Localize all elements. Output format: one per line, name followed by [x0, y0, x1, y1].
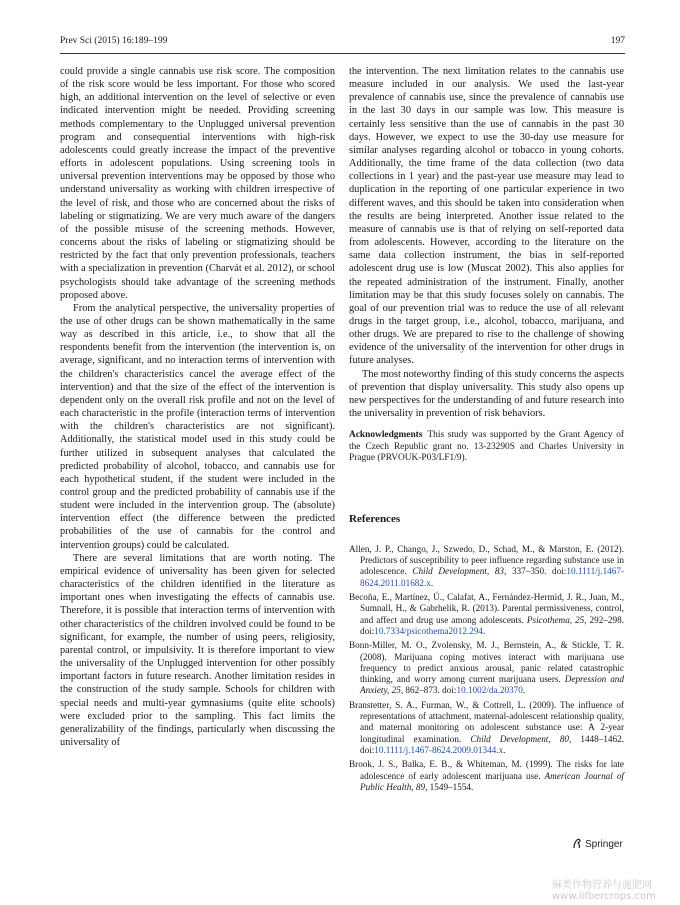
acknowledgments-text: This study was supported by the Grant Agency of the Czech Republic grant no. 13-23290S and Charles University in Prague (PRVOUK-P03/LF1/9).: [349, 430, 624, 464]
reference-source: Child Development, 83: [412, 566, 504, 577]
body-paragraph: From the analytical perspective, the universality properties of the use of other drugs can be shown mathematically in the same way as described in this article, i.e., to show that all the respondents benefit from the intervention (the intervention is, on average, significant, and no interaction terms of intervention with the children's characteristics cancel the average effect of the intervention) and that the size of the effect of the intervention is dependent only on the overall risk profile and not on the level of each characteristic in the profile (interaction terms of intervention with the children's characteristics are not significant). Additionally, the statistical model used in this study could be further utilized in subsequent analyses that calculated the predicted probability of alcohol, tobacco, and cannabis use for each hypothetical student, if the student were included in the control group and the predicted probability of cannabis use if the student were included in the intervention group. The (absolute) intervention effect (the difference between the predicted probabilities of the use of cannabis for the control and intervention groups) could be calculated.: [60, 302, 335, 551]
reference-end: .: [503, 744, 506, 755]
reference-source: Child Development, 80: [470, 733, 569, 744]
body-paragraph: the intervention. The next limitation relates to the cannabis use measure included in our analysis. We used the last-year prevalence of cannabis use, since the prevalence of cannabis use in the last 30 days in our sample was low. This measure is certainly less sensitive than the use of cannabis in the past 30 days. However, we expect to use the 30-day use measure for similar analyses regarding alcohol or tobacco in young cohorts. Additionally, the time frame of the data collection (two data collections in 1 year) and the past-year use measure may lead to duplication in the reporting of one particular experience in two different waves, and this should be taken into consideration when the results are being interpreted. Another issue related to the measure of cannabis use is that of relying on self-reported data from adolescents. However, according to the literature on the same data collection instrument, the bias in self-reported adolescent drug use is low (Muscat 2002). This also applies for the repeated administration of the instrument. Finally, another limitation may be that this study focuses solely on cannabis. The goal of our prevention trial was to reduce the use of all relevant drugs in the target group, i.e., alcohol, tobacco, marijuana, and other drugs. We are prepared to rise to the challenge of showing evidence of the universality of the intervention for other drugs in future analyses.: [349, 66, 624, 367]
acknowledgments: [349, 430, 624, 465]
header-rule: [60, 53, 625, 54]
reference-authors: Becoña, E., Martínez, Ú., Calafat, A., Fernández-Hermid, J. R., Juan, M., Sumnall, H., & Gabrhelik, R. (2013). Parental permissiveness, control, and affect and drug use among adolescents.: [349, 592, 624, 625]
page-number: 197: [610, 36, 625, 46]
reference-authors: Allen, J. P., Chango, J., Szwedo, D., Schad, M., & Marston, E. (2012). Predictors of susceptibility to peer influence regarding substance use in adolescence.: [349, 543, 624, 577]
springer-logo-text: Springer: [585, 839, 623, 850]
running-header: [60, 36, 625, 50]
right-column: [349, 65, 624, 796]
reference-end: .: [430, 577, 434, 588]
left-column: [60, 65, 335, 749]
reference-doi-link[interactable]: 10.1111/j.1467-8624.2009.01344.x: [374, 744, 504, 755]
reference-doi-link[interactable]: 10.1111/j.1467-8624.2011.01682.x: [360, 566, 625, 588]
reference-item: [349, 592, 624, 637]
reference-pages: , 1549–1554.: [425, 781, 474, 792]
reference-pages: , 1448–1462. doi:: [360, 733, 625, 755]
reference-doi-link[interactable]: 10.7334/psicothema2012.294: [374, 625, 484, 636]
body-paragraph: There are several limitations that are worth noting. The empirical evidence of universality has been given for selected characteristics of the children identified in the literature as important ones when investigating the effects of cannabis use. Therefore, it is possible that interaction terms of intervention with other characteristics of the children involved could be found to be significant, for example, the number of using peers, religiosity, parental control, or impulsivity. It is therefore important to view the universality of the Unplugged intervention for other possibly important factors in future research. Another limitation resides in the construction of the study sample. Schools for children with special needs and multi-year gymnasiums (quite elite schools) were excluded prior to the sampling. This fact limits the generalizability of the findings, particularly when discussing the universality of: [60, 552, 335, 748]
journal-citation: Prev Sci (2015) 16:189–199: [60, 36, 168, 46]
reference-end: .: [483, 625, 486, 636]
body-paragraph: The most noteworthy finding of this study concerns the aspects of prevention that display universality. This study also opens up new perspectives for the understanding of and future research into the universality in prevention of risk behaviors.: [349, 368, 624, 420]
reference-item: [349, 640, 624, 696]
reference-source: Depression and Anxiety, 25: [360, 674, 624, 696]
reference-pages: , 862–873. doi:: [400, 685, 457, 696]
body-paragraph: could provide a single cannabis use risk score. The composition of the risk score would be less important. For those who scored high, an additional intervention on the level of selective or even indicated intervention might be needed. Providing screening methods complementary to the Unplugged universal prevention program and consequential interventions with high-risk adolescents could greatly increase the impact of the preventive efforts in adolescent populations. Using screening tools in universal prevention interventions may be opposed by those who understand universality as working with children irrespective of the level of risk, and those who are concerned about the risks of labeling or stigmatizing. We are very much aware of the dangers of the possible misuse of the screening methods. However, concerns about the risks of labeling or stigmatizing should be restricted by the fact that only prevention professionals, teachers with a specialization in prevention (Charvát et al. 2012), or school psychologists should take advantage of the screening methods proposed above.: [60, 66, 335, 301]
reference-source: Psicothema, 25: [526, 614, 585, 625]
reference-source: American Journal of Public Health, 89: [360, 770, 624, 792]
references-heading: References: [349, 512, 401, 525]
springer-logo: [572, 838, 623, 850]
acknowledgments-label: Acknowledgments: [349, 430, 423, 441]
reference-pages: , 337–350. doi:: [504, 566, 567, 577]
site-watermark: 麻类作物营养与施肥网 www.lifbercrops.com: [552, 880, 656, 902]
reference-item: [349, 759, 624, 793]
reference-list: [349, 544, 624, 793]
reference-end: .: [522, 685, 526, 696]
reference-item: [349, 700, 624, 756]
reference-pages: , 292–298. doi:: [360, 614, 625, 636]
reference-authors: Bonn-Miller, M. O., Zvolensky, M. J., Bernstein, A., & Stickle, T. R. (2008). Marijuana coping motives interact with marijuana use frequency to predict anxious arousal, panic related catastrophic thinking, and worry among current marijuana users.: [349, 640, 624, 685]
reference-doi-link[interactable]: 10.1002/da.20370: [456, 685, 523, 696]
reference-authors: Brook, J. S., Balka, E. B., & Whiteman, M. (1999). The risks for late adolescence of early adolescent marijuana use.: [349, 759, 624, 781]
reference-authors: Branstetter, S. A., Furman, W., & Cottrell, L. (2009). The influence of representations of attachment, maternal-adolescent relationship quality, and maternal monitoring on adolescent substance use: A 2-year longitudinal examination.: [349, 699, 624, 744]
reference-item: [349, 544, 624, 589]
springer-horse-icon: [572, 838, 582, 849]
